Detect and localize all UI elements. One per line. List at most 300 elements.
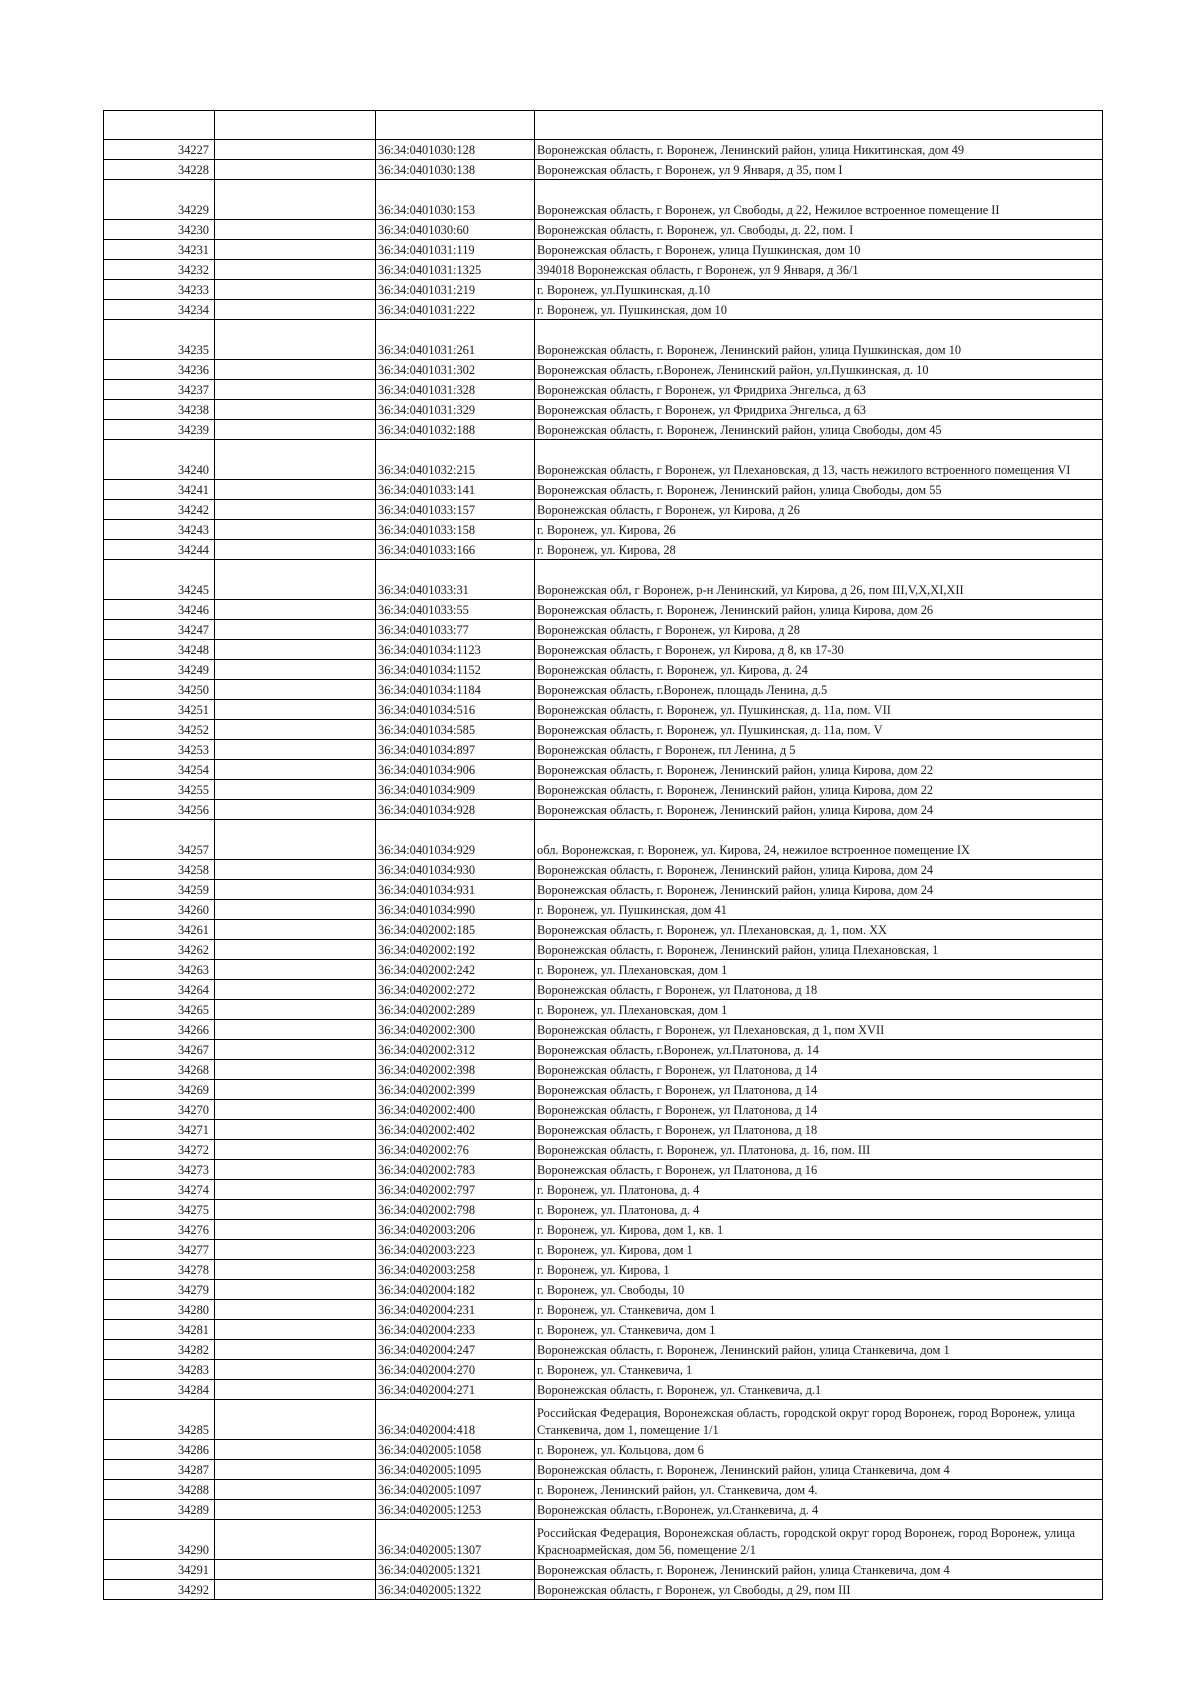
cadastral-number-cell: 36:34:0402002:398 — [376, 1060, 535, 1080]
empty-cell — [215, 480, 376, 500]
address-cell: Воронежская область, г.Воронеж, ул.Платонова, д. 14 — [535, 1040, 1103, 1060]
cadastral-number-cell: 36:34:0401034:585 — [376, 720, 535, 740]
empty-cell — [215, 920, 376, 940]
address-cell: Воронежская область, г. Воронеж, Ленинский район, улица Кирова, дом 24 — [535, 800, 1103, 820]
address-cell: Воронежская область, г. Воронеж, Ленинский район, улица Кирова, дом 22 — [535, 780, 1103, 800]
row-number-cell: 34232 — [104, 260, 215, 280]
cadastral-number-cell: 36:34:0402002:76 — [376, 1140, 535, 1160]
table-row — [104, 1100, 1103, 1120]
empty-cell — [215, 1280, 376, 1300]
empty-cell — [215, 1200, 376, 1220]
row-number-cell: 34285 — [104, 1400, 215, 1440]
row-number-cell: 34288 — [104, 1480, 215, 1500]
empty-cell — [215, 1260, 376, 1280]
address-cell: Воронежская область, г Воронеж, ул Кирова, д 26 — [535, 500, 1103, 520]
address-cell: г. Воронеж, ул. Пушкинская, дом 10 — [535, 300, 1103, 320]
table-row — [104, 680, 1103, 700]
address-cell: Воронежская область, г.Воронеж, площадь Ленина, д.5 — [535, 680, 1103, 700]
table-row — [104, 800, 1103, 820]
row-number-cell: 34230 — [104, 220, 215, 240]
cadastral-number-cell: 36:34:0402002:798 — [376, 1200, 535, 1220]
table-row — [104, 480, 1103, 500]
empty-cell — [215, 1380, 376, 1400]
empty-cell — [215, 1340, 376, 1360]
empty-cell — [215, 1080, 376, 1100]
table-row — [104, 1440, 1103, 1460]
table-row — [104, 1160, 1103, 1180]
table-row — [104, 920, 1103, 940]
empty-cell — [215, 880, 376, 900]
empty-cell — [215, 440, 376, 480]
table-row — [104, 1480, 1103, 1500]
table-row — [104, 440, 1103, 480]
address-cell: Воронежская область, г.Воронеж, Ленинский район, ул.Пушкинская, д. 10 — [535, 360, 1103, 380]
address-cell: Воронежская область, г Воронеж, ул Платонова, д 18 — [535, 1120, 1103, 1140]
address-cell: г. Воронеж, ул. Кирова, дом 1, кв. 1 — [535, 1220, 1103, 1240]
row-number-cell: 34247 — [104, 620, 215, 640]
cadastral-number-cell: 36:34:0402004:247 — [376, 1340, 535, 1360]
address-cell: г. Воронеж, ул.Пушкинская, д.10 — [535, 280, 1103, 300]
table-row — [104, 940, 1103, 960]
address-cell: Воронежская область, г. Воронеж, Ленинский район, улица Никитинская, дом 49 — [535, 140, 1103, 160]
address-cell: г. Воронеж, ул. Кирова, 26 — [535, 520, 1103, 540]
row-number-cell: 34235 — [104, 320, 215, 360]
empty-cell — [215, 1460, 376, 1480]
address-cell: Воронежская область, г. Воронеж, Ленинский район, улица Кирова, дом 26 — [535, 600, 1103, 620]
address-cell: г. Воронеж, ул. Платонова, д. 4 — [535, 1200, 1103, 1220]
cadastral-number-cell: 36:34:0402002:402 — [376, 1120, 535, 1140]
cadastral-number-cell: 36:34:0401030:60 — [376, 220, 535, 240]
empty-cell — [215, 980, 376, 1000]
header-cell-1 — [104, 111, 215, 140]
table-row — [104, 1040, 1103, 1060]
table-row — [104, 1340, 1103, 1360]
table-row — [104, 1180, 1103, 1200]
row-number-cell: 34238 — [104, 400, 215, 420]
cadastral-number-cell: 36:34:0401034:930 — [376, 860, 535, 880]
table-row — [104, 1000, 1103, 1020]
empty-cell — [215, 1580, 376, 1600]
cadastral-number-cell: 36:34:0402002:242 — [376, 960, 535, 980]
cadastral-number-cell: 36:34:0401033:55 — [376, 600, 535, 620]
address-cell: Воронежская область, г. Воронеж, Ленинский район, улица Кирова, дом 24 — [535, 880, 1103, 900]
table-row — [104, 640, 1103, 660]
table-row — [104, 300, 1103, 320]
address-cell: Воронежская область, г. Воронеж, ул. Пушкинская, д. 11а, пом. VII — [535, 700, 1103, 720]
cadastral-number-cell: 36:34:0401033:157 — [376, 500, 535, 520]
cadastral-number-cell: 36:34:0402002:400 — [376, 1100, 535, 1120]
empty-cell — [215, 1440, 376, 1460]
cadastral-number-cell: 36:34:0401031:261 — [376, 320, 535, 360]
row-number-cell: 34260 — [104, 900, 215, 920]
row-number-cell: 34259 — [104, 880, 215, 900]
empty-cell — [215, 320, 376, 360]
table-row — [104, 420, 1103, 440]
cadastral-number-cell: 36:34:0402005:1322 — [376, 1580, 535, 1600]
table-row — [104, 1380, 1103, 1400]
empty-cell — [215, 1100, 376, 1120]
address-cell: г. Воронеж, ул. Кольцова, дом 6 — [535, 1440, 1103, 1460]
table-row — [104, 1500, 1103, 1520]
cadastral-number-cell: 36:34:0401030:153 — [376, 180, 535, 220]
address-cell: Воронежская область, г Воронеж, ул Платонова, д 14 — [535, 1100, 1103, 1120]
empty-cell — [215, 1220, 376, 1240]
address-cell: г. Воронеж, ул. Плехановская, дом 1 — [535, 1000, 1103, 1020]
table-row — [104, 1240, 1103, 1260]
empty-cell — [215, 1500, 376, 1520]
empty-cell — [215, 940, 376, 960]
row-number-cell: 34286 — [104, 1440, 215, 1460]
table-row — [104, 780, 1103, 800]
row-number-cell: 34264 — [104, 980, 215, 1000]
cadastral-number-cell: 36:34:0401034:909 — [376, 780, 535, 800]
table-row — [104, 260, 1103, 280]
row-number-cell: 34250 — [104, 680, 215, 700]
row-number-cell: 34261 — [104, 920, 215, 940]
address-cell: Воронежская область, г Воронеж, пл Ленина, д 5 — [535, 740, 1103, 760]
empty-cell — [215, 600, 376, 620]
cadastral-number-cell: 36:34:0402005:1321 — [376, 1560, 535, 1580]
cadastral-number-cell: 36:34:0402005:1097 — [376, 1480, 535, 1500]
empty-cell — [215, 240, 376, 260]
empty-cell — [215, 1560, 376, 1580]
cadastral-number-cell: 36:34:0402004:231 — [376, 1300, 535, 1320]
table-row — [104, 1020, 1103, 1040]
empty-cell — [215, 360, 376, 380]
cadastral-number-cell: 36:34:0402002:399 — [376, 1080, 535, 1100]
row-number-cell: 34271 — [104, 1120, 215, 1140]
address-cell: Воронежская область, г Воронеж, ул Платонова, д 16 — [535, 1160, 1103, 1180]
empty-cell — [215, 180, 376, 220]
row-number-cell: 34245 — [104, 560, 215, 600]
empty-cell — [215, 1300, 376, 1320]
cadastral-number-cell: 36:34:0401034:1184 — [376, 680, 535, 700]
empty-cell — [215, 500, 376, 520]
cadastral-number-cell: 36:34:0402002:289 — [376, 1000, 535, 1020]
cadastral-number-cell: 36:34:0402004:270 — [376, 1360, 535, 1380]
cadastral-number-cell: 36:34:0402004:233 — [376, 1320, 535, 1340]
address-cell: г. Воронеж, ул. Кирова, 1 — [535, 1260, 1103, 1280]
table-row — [104, 880, 1103, 900]
cadastral-number-cell: 36:34:0401034:931 — [376, 880, 535, 900]
address-cell: Воронежская область, г Воронеж, ул Фридриха Энгельса, д 63 — [535, 400, 1103, 420]
empty-cell — [215, 380, 376, 400]
row-number-cell: 34228 — [104, 160, 215, 180]
cadastral-number-cell: 36:34:0402005:1253 — [376, 1500, 535, 1520]
empty-cell — [215, 720, 376, 740]
table-row — [104, 600, 1103, 620]
empty-cell — [215, 300, 376, 320]
cadastral-number-cell: 36:34:0401031:302 — [376, 360, 535, 380]
table-row — [104, 540, 1103, 560]
address-cell: Воронежская область, г.Воронеж, ул.Станкевича, д. 4 — [535, 1500, 1103, 1520]
address-cell: Воронежская область, г. Воронеж, Ленинский район, улица Свободы, дом 45 — [535, 420, 1103, 440]
cadastral-number-cell: 36:34:0401033:31 — [376, 560, 535, 600]
empty-cell — [215, 820, 376, 860]
address-cell: Воронежская область, г Воронеж, ул Кирова, д 8, кв 17-30 — [535, 640, 1103, 660]
cadastral-number-cell: 36:34:0402003:223 — [376, 1240, 535, 1260]
empty-cell — [215, 1520, 376, 1560]
empty-cell — [215, 800, 376, 820]
table-row — [104, 860, 1103, 880]
table-row — [104, 700, 1103, 720]
row-number-cell: 34242 — [104, 500, 215, 520]
row-number-cell: 34258 — [104, 860, 215, 880]
address-cell: г. Воронеж, ул. Плехановская, дом 1 — [535, 960, 1103, 980]
empty-cell — [215, 520, 376, 540]
table-row — [104, 900, 1103, 920]
empty-cell — [215, 1400, 376, 1440]
row-number-cell: 34231 — [104, 240, 215, 260]
address-cell: Воронежская область, г Воронеж, ул Платонова, д 14 — [535, 1060, 1103, 1080]
table-row — [104, 360, 1103, 380]
address-cell: г. Воронеж, Ленинский район, ул. Станкевича, дом 4. — [535, 1480, 1103, 1500]
row-number-cell: 34289 — [104, 1500, 215, 1520]
cadastral-number-cell: 36:34:0401033:77 — [376, 620, 535, 640]
row-number-cell: 34279 — [104, 1280, 215, 1300]
address-cell: Воронежская область, г. Воронеж, Ленинский район, улица Станкевича, дом 4 — [535, 1560, 1103, 1580]
row-number-cell: 34291 — [104, 1560, 215, 1580]
row-number-cell: 34262 — [104, 940, 215, 960]
row-number-cell: 34239 — [104, 420, 215, 440]
cadastral-number-cell: 36:34:0401031:328 — [376, 380, 535, 400]
address-cell: г. Воронеж, ул. Платонова, д. 4 — [535, 1180, 1103, 1200]
table-row — [104, 220, 1103, 240]
table-row — [104, 960, 1103, 980]
address-cell: Воронежская область, г. Воронеж, ул. Свободы, д. 22, пом. I — [535, 220, 1103, 240]
empty-cell — [215, 1140, 376, 1160]
address-cell: г. Воронеж, ул. Станкевича, дом 1 — [535, 1320, 1103, 1340]
cadastral-number-cell: 36:34:0401031:119 — [376, 240, 535, 260]
cadastral-number-cell: 36:34:0401031:329 — [376, 400, 535, 420]
cadastral-number-cell: 36:34:0401032:188 — [376, 420, 535, 440]
row-number-cell: 34276 — [104, 1220, 215, 1240]
row-number-cell: 34270 — [104, 1100, 215, 1120]
address-cell: Воронежская обл, г Воронеж, р-н Ленинский, ул Кирова, д 26, пом III,V,X,XI,XII — [535, 560, 1103, 600]
cadastral-number-cell: 36:34:0402002:783 — [376, 1160, 535, 1180]
address-cell: Воронежская область, г. Воронеж, ул. Плехановская, д. 1, пом. XX — [535, 920, 1103, 940]
address-cell: Воронежская область, г Воронеж, ул Платонова, д 14 — [535, 1080, 1103, 1100]
cadastral-number-cell: 36:34:0401034:928 — [376, 800, 535, 820]
table-row — [104, 1140, 1103, 1160]
empty-cell — [215, 1320, 376, 1340]
row-number-cell: 34237 — [104, 380, 215, 400]
cadastral-number-cell: 36:34:0402002:185 — [376, 920, 535, 940]
row-number-cell: 34248 — [104, 640, 215, 660]
table-row — [104, 280, 1103, 300]
row-number-cell: 34249 — [104, 660, 215, 680]
row-number-cell: 34283 — [104, 1360, 215, 1380]
empty-cell — [215, 1020, 376, 1040]
address-cell: г. Воронеж, ул. Станкевича, дом 1 — [535, 1300, 1103, 1320]
row-number-cell: 34241 — [104, 480, 215, 500]
address-cell: Воронежская область, г Воронеж, ул Свободы, д 22, Нежилое встроенное помещение II — [535, 180, 1103, 220]
row-number-cell: 34273 — [104, 1160, 215, 1180]
cadastral-number-cell: 36:34:0402003:206 — [376, 1220, 535, 1240]
cadastral-number-cell: 36:34:0401031:219 — [376, 280, 535, 300]
table-row — [104, 1300, 1103, 1320]
table-row — [104, 1520, 1103, 1560]
table-row — [104, 740, 1103, 760]
cadastral-number-cell: 36:34:0402002:300 — [376, 1020, 535, 1040]
row-number-cell: 34253 — [104, 740, 215, 760]
empty-cell — [215, 740, 376, 760]
row-number-cell: 34265 — [104, 1000, 215, 1020]
address-cell: Воронежская область, г Воронеж, улица Пушкинская, дом 10 — [535, 240, 1103, 260]
row-number-cell: 34274 — [104, 1180, 215, 1200]
cadastral-number-cell: 36:34:0402005:1307 — [376, 1520, 535, 1560]
table-row — [104, 1120, 1103, 1140]
address-cell: Воронежская область, г Воронеж, ул Кирова, д 28 — [535, 620, 1103, 640]
empty-cell — [215, 760, 376, 780]
address-cell: Воронежская область, г. Воронеж, ул. Станкевича, д.1 — [535, 1380, 1103, 1400]
table-row — [104, 760, 1103, 780]
empty-cell — [215, 960, 376, 980]
table-row — [104, 1400, 1103, 1440]
empty-cell — [215, 1360, 376, 1380]
row-number-cell: 34251 — [104, 700, 215, 720]
row-number-cell: 34281 — [104, 1320, 215, 1340]
empty-cell — [215, 1060, 376, 1080]
header-cell-3 — [376, 111, 535, 140]
table-row — [104, 1320, 1103, 1340]
empty-cell — [215, 280, 376, 300]
row-number-cell: 34282 — [104, 1340, 215, 1360]
row-number-cell: 34244 — [104, 540, 215, 560]
empty-cell — [215, 700, 376, 720]
row-number-cell: 34292 — [104, 1580, 215, 1600]
row-number-cell: 34266 — [104, 1020, 215, 1040]
cadastral-number-cell: 36:34:0401034:929 — [376, 820, 535, 860]
address-cell: Воронежская область, г. Воронеж, ул. Кирова, д. 24 — [535, 660, 1103, 680]
address-cell: г. Воронеж, ул. Станкевича, 1 — [535, 1360, 1103, 1380]
cadastral-number-cell: 36:34:0401031:1325 — [376, 260, 535, 280]
empty-cell — [215, 260, 376, 280]
address-cell: Воронежская область, г Воронеж, ул Плехановская, д 1, пом XVII — [535, 1020, 1103, 1040]
table-row — [104, 1360, 1103, 1380]
table-row — [104, 720, 1103, 740]
table-row — [104, 180, 1103, 220]
address-cell: Воронежская область, г. Воронеж, Ленинский район, улица Кирова, дом 22 — [535, 760, 1103, 780]
table-row — [104, 1220, 1103, 1240]
address-cell: Российская Федерация, Воронежская область, городской округ город Воронеж, город Воронеж, улица Красноармейская, дом 56, помещение 2/1 — [535, 1520, 1103, 1560]
cadastral-number-cell: 36:34:0401030:128 — [376, 140, 535, 160]
registry-table — [103, 110, 1103, 1600]
table-row — [104, 660, 1103, 680]
row-number-cell: 34236 — [104, 360, 215, 380]
address-cell: Воронежская область, г Воронеж, ул 9 Января, д 35, пом I — [535, 160, 1103, 180]
empty-cell — [215, 1000, 376, 1020]
row-number-cell: 34233 — [104, 280, 215, 300]
empty-cell — [215, 1040, 376, 1060]
table-row — [104, 1580, 1103, 1600]
table-row — [104, 320, 1103, 360]
table-row — [104, 1560, 1103, 1580]
table-row — [104, 160, 1103, 180]
cadastral-number-cell: 36:34:0402004:418 — [376, 1400, 535, 1440]
table-row — [104, 560, 1103, 600]
empty-cell — [215, 860, 376, 880]
cadastral-number-cell: 36:34:0401034:516 — [376, 700, 535, 720]
empty-cell — [215, 1120, 376, 1140]
table-row — [104, 1280, 1103, 1300]
address-cell: Воронежская область, г Воронеж, ул Плехановская, д 13, часть нежилого встроенного помещения VI — [535, 440, 1103, 480]
empty-cell — [215, 1180, 376, 1200]
empty-cell — [215, 160, 376, 180]
empty-cell — [215, 540, 376, 560]
empty-cell — [215, 1160, 376, 1180]
cadastral-number-cell: 36:34:0401034:906 — [376, 760, 535, 780]
address-cell: Воронежская область, г. Воронеж, Ленинский район, улица Станкевича, дом 1 — [535, 1340, 1103, 1360]
row-number-cell: 34240 — [104, 440, 215, 480]
address-cell: Воронежская область, г Воронеж, ул Свободы, д 29, пом III — [535, 1580, 1103, 1600]
cadastral-number-cell: 36:34:0401034:1152 — [376, 660, 535, 680]
row-number-cell: 34246 — [104, 600, 215, 620]
table-row — [104, 1460, 1103, 1480]
table-row — [104, 400, 1103, 420]
address-cell: г. Воронеж, ул. Свободы, 10 — [535, 1280, 1103, 1300]
empty-cell — [215, 420, 376, 440]
cadastral-number-cell: 36:34:0402002:272 — [376, 980, 535, 1000]
empty-cell — [215, 900, 376, 920]
row-number-cell: 34252 — [104, 720, 215, 740]
row-number-cell: 34272 — [104, 1140, 215, 1160]
table-row — [104, 1080, 1103, 1100]
row-number-cell: 34254 — [104, 760, 215, 780]
row-number-cell: 34269 — [104, 1080, 215, 1100]
address-cell: Воронежская область, г. Воронеж, Ленинский район, улица Пушкинская, дом 10 — [535, 320, 1103, 360]
address-cell: 394018 Воронежская область, г Воронеж, ул 9 Января, д 36/1 — [535, 260, 1103, 280]
header-cell-4 — [535, 111, 1103, 140]
table-row — [104, 240, 1103, 260]
cadastral-number-cell: 36:34:0402002:192 — [376, 940, 535, 960]
table-row — [104, 1060, 1103, 1080]
row-number-cell: 34278 — [104, 1260, 215, 1280]
address-cell: Воронежская область, г Воронеж, ул Платонова, д 18 — [535, 980, 1103, 1000]
table-row — [104, 140, 1103, 160]
row-number-cell: 34263 — [104, 960, 215, 980]
table-row — [104, 980, 1103, 1000]
empty-cell — [215, 560, 376, 600]
table-row — [104, 620, 1103, 640]
cadastral-number-cell: 36:34:0401031:222 — [376, 300, 535, 320]
address-cell: Воронежская область, г. Воронеж, ул. Платонова, д. 16, пом. III — [535, 1140, 1103, 1160]
table-row — [104, 500, 1103, 520]
cadastral-number-cell: 36:34:0402005:1095 — [376, 1460, 535, 1480]
row-number-cell: 34268 — [104, 1060, 215, 1080]
address-cell: Воронежская область, г. Воронеж, ул. Пушкинская, д. 11а, пом. V — [535, 720, 1103, 740]
address-cell: обл. Воронежская, г. Воронеж, ул. Кирова, 24, нежилое встроенное помещение IX — [535, 820, 1103, 860]
address-cell: Российская Федерация, Воронежская область, городской округ город Воронеж, город Воронеж, улица Станкевича, дом 1, помещение 1/1 — [535, 1400, 1103, 1440]
cadastral-number-cell: 36:34:0402005:1058 — [376, 1440, 535, 1460]
table-row — [104, 1200, 1103, 1220]
row-number-cell: 34256 — [104, 800, 215, 820]
cadastral-number-cell: 36:34:0402002:312 — [376, 1040, 535, 1060]
empty-cell — [215, 400, 376, 420]
registry-table-body — [104, 111, 1103, 1600]
address-cell: Воронежская область, г. Воронеж, Ленинский район, улица Плехановская, 1 — [535, 940, 1103, 960]
row-number-cell: 34243 — [104, 520, 215, 540]
row-number-cell: 34255 — [104, 780, 215, 800]
table-header-row — [104, 111, 1103, 140]
empty-cell — [215, 620, 376, 640]
cadastral-number-cell: 36:34:0401033:166 — [376, 540, 535, 560]
empty-cell — [215, 660, 376, 680]
cadastral-number-cell: 36:34:0401032:215 — [376, 440, 535, 480]
row-number-cell: 34234 — [104, 300, 215, 320]
empty-cell — [215, 1240, 376, 1260]
cadastral-number-cell: 36:34:0401034:990 — [376, 900, 535, 920]
